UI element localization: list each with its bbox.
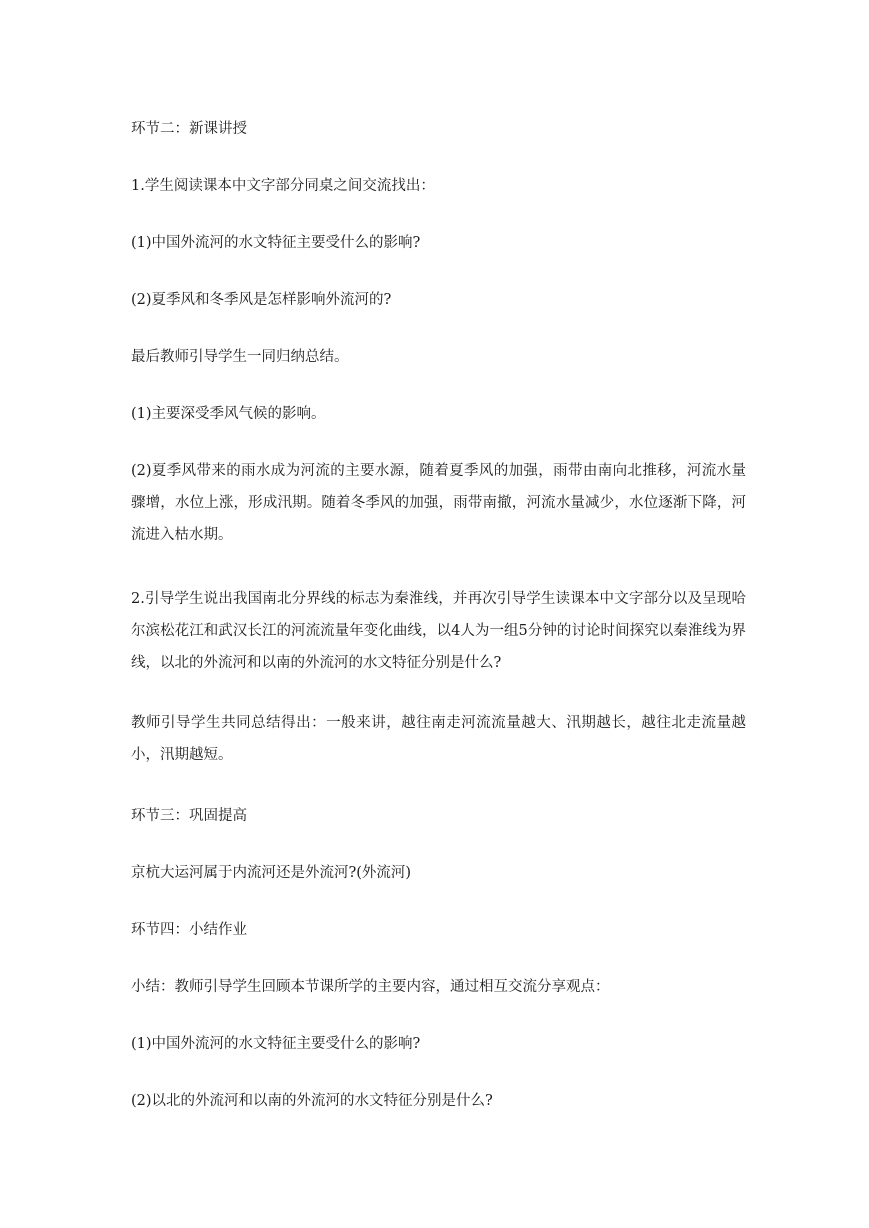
question-2: (2)夏季风和冬季风是怎样影响外流河的? <box>131 292 392 308</box>
recap-intro: 小结：教师引导学生回顾本节课所学的主要内容，通过相互交流分享观点： <box>131 979 610 995</box>
section4-title: 环节四：小结作业 <box>131 922 247 938</box>
exercise-question: 京杭大运河属于内流河还是外流河?(外流河) <box>131 865 412 881</box>
conclusion-paragraph: 教师引导学生共同总结得出：一般来讲，越往南走河流流量越大、汛期越长，越往北走流量越小，汛期越短。 <box>131 715 746 763</box>
answer-2: (2)夏季风带来的雨水成为河流的主要水源，随着夏季风的加强，雨带由南向北推移，河流水量骤增，水位上涨，形成汛期。随着冬季风的加强，雨带南撤，河流水量减少，水位逐渐下降，河流进入枯水期。 <box>131 463 746 543</box>
question-1: (1)中国外流河的水文特征主要受什么的影响? <box>131 235 421 251</box>
answer-1: (1)主要深受季风气候的影响。 <box>131 406 326 422</box>
summary-intro: 最后教师引导学生一同归纳总结。 <box>131 349 349 365</box>
section2-title: 环节二：新课讲授 <box>131 121 247 137</box>
section3-title: 环节三：巩固提高 <box>131 808 247 824</box>
paragraph-step2: 2.引导学生说出我国南北分界线的标志为秦淮线，并再次引导学生读课本中文字部分以及呈现哈尔滨松花江和武汉长江的河流流量年变化曲线，以4人为一组5分钟的讨论时间探究以秦淮线为界线，以北的外流河和以南的外流河的水文特征分别是什么? <box>131 591 746 671</box>
recap-question-2: (2)以北的外流河和以南的外流河的水文特征分别是什么? <box>131 1093 493 1109</box>
recap-question-1: (1)中国外流河的水文特征主要受什么的影响? <box>131 1036 421 1052</box>
paragraph-step1: 1.学生阅读课本中文字部分同桌之间交流找出： <box>131 178 435 194</box>
